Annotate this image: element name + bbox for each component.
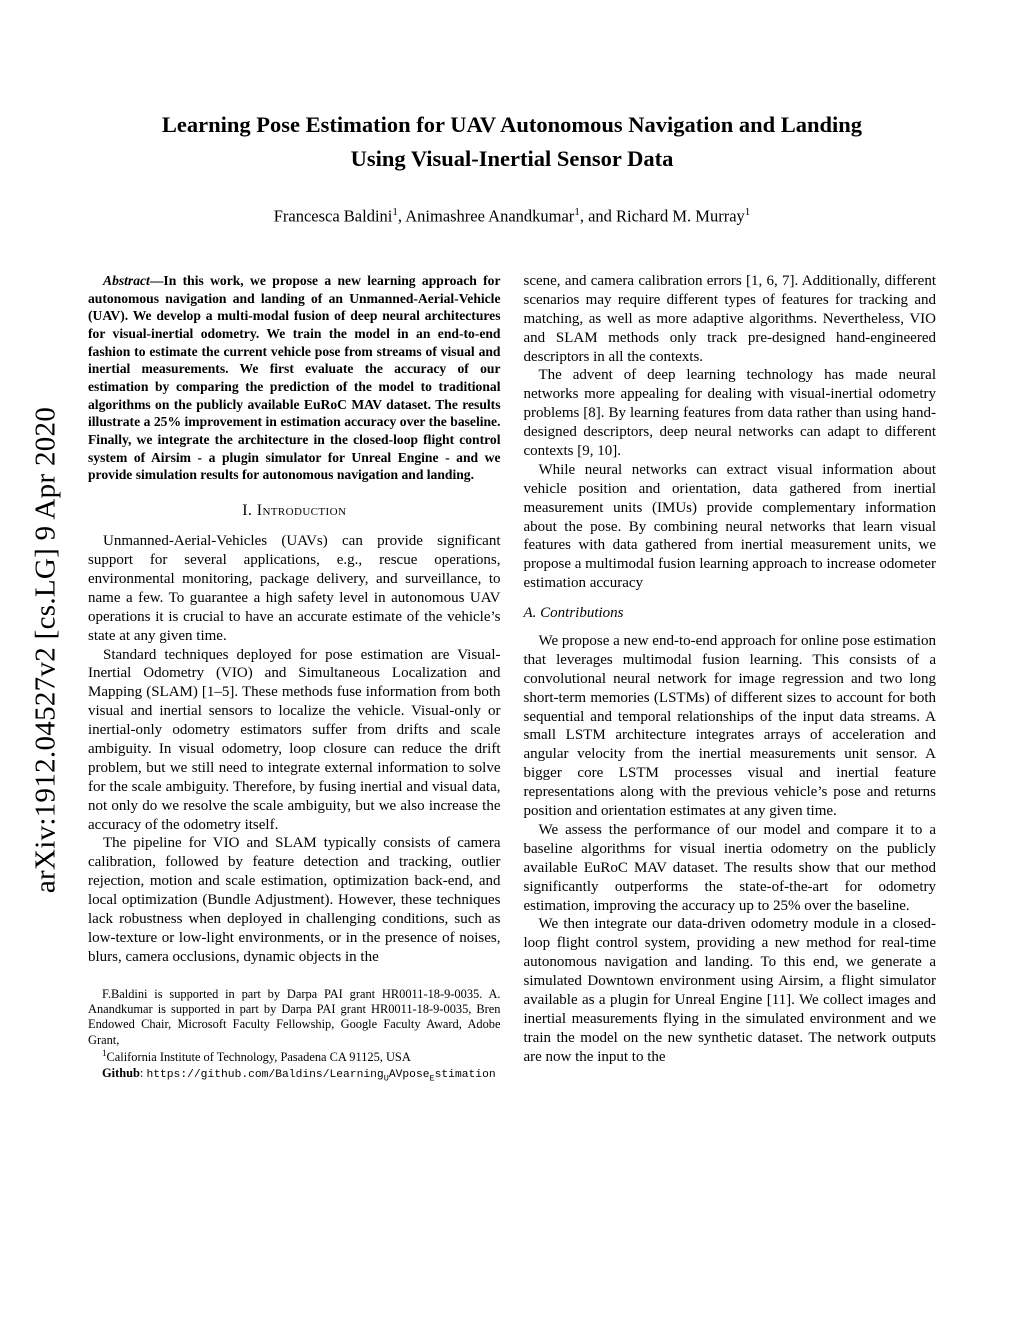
github-label: Github xyxy=(102,1065,140,1080)
abstract-text: —In this work, we propose a new learning approach for autonomous navigation and landing of an Unmanned-Aerial-Vehicle (UAV). We develop a multi-modal fusion of deep neural architectures for visual-inertial odometry. We train the model in an end-to-end fashion to estimate the current vehicle pose from streams of visual and inertial measurements. We first evaluate the accuracy of our estimation by comparing the prediction of the model to traditional algorithms on the publicly available EuRoC MAV dataset. The results illustrate a 25% improvement in estimation accuracy over the baseline. Finally, we integrate the architecture in the closed-loop flight control system of Airsim - a plugin simulator for Unreal Engine - and we provide simulation results for autonomous navigation and landing. xyxy=(88,273,501,483)
footnote-affiliation-text: California Institute of Technology, Pasadena CA 91125, USA xyxy=(106,1050,411,1065)
footnote-affiliation-mark: 1 xyxy=(102,1048,107,1059)
author-1: Francesca Baldini xyxy=(273,206,393,225)
footnote-support: F.Baldini is supported in part by Darpa PAI grant HR0011-18-9-0035. A. Anandkumar is supported in part by Darpa PAI grant HR0011-18-9-0035, Bren Endowed Chair, Microsoft Faculty Fellowship, Google Faculty Award, Adobe Grant, xyxy=(88,986,501,1047)
intro-paragraph-4: The advent of deep learning technology has made neural networks more appealing for dealing with visual-inertial odometry problems [8]. By learning features from data rather than using hand-designed descriptors, deep neural networks can adapt to different contexts [9, 10]. xyxy=(523,367,936,460)
intro-paragraph-3: The pipeline for VIO and SLAM typically consists of camera calibration, followed by feature detection and tracking, outlier rejection, motion and scale estimation, optimization back-end, and local optimization (Bundle Adjustment). However, these techniques lack robustness when deployed in challenging conditions, such as low-texture or low-light environments, or in the presence of noises, blurs, camera occlusions, dynamic objects in the xyxy=(88,835,501,965)
two-column-layout xyxy=(88,272,936,1083)
section-heading-introduction: I. Introduction xyxy=(242,502,347,520)
intro-paragraph-2: Standard techniques deployed for pose estimation are Visual-Inertial Odometry (VIO) and Simultaneous Localization and Mapping (SLAM) [1–5]. These methods fuse information from both visual and inertial sensors to localize the vehicle. Visual-only or inertial-only odometry estimators suffer from drifts and scale ambiguity. In visual odometry, loop closure can reduce the drift problem, but we still need to integrate external information to solve for the scale ambiguity. Therefore, by fusing inertial and visual data, not only do we resolve the scale ambiguity, but we also increase the accuracy of the odometry itself. xyxy=(88,646,501,833)
author-2: , Animashree Anandkumar xyxy=(397,206,575,225)
subsection-heading-contributions: A. Contributions xyxy=(523,605,624,622)
github-url-part: AVpose xyxy=(388,1068,430,1081)
author-2-affiliation-mark: 1 xyxy=(574,205,580,218)
author-1-affiliation-mark: 1 xyxy=(392,205,398,218)
author-3: , and Richard M. Murray xyxy=(579,206,745,225)
github-url-part: https://github.com/Baldins/Learning xyxy=(146,1068,384,1081)
abstract xyxy=(88,272,501,484)
github-url-sub: E xyxy=(429,1072,435,1083)
footnote-affiliation xyxy=(88,1048,501,1066)
paper-title: Learning Pose Estimation for UAV Autonomous Navigation and Landing Using Visual-Inertial Sensor Data xyxy=(161,112,863,171)
contributions-paragraph-1: We propose a new end-to-end approach for online pose estimation that leverages multimodal fusion learning. This consists of a convolutional neural network for image regression and two long short-term memories (LSTMs) of different sizes to account for both sequential and temporal relationships of the input data streams. A small LSTM architecture integrates arrays of acceleration and angular velocity from the inertial measurements unit sensor. A bigger core LSTM processes visual and inertial feature representations along with the previous vehicle’s pose and returns position and orientation estimates at any given time. xyxy=(523,633,936,820)
intro-paragraph-3-continued: scene, and camera calibration errors [1, 6, 7]. Additionally, different scenarios may require different types of features for tracking and matching, as well as more adaptive algorithms. Nevertheless, VIO and SLAM methods only track pre-designed hand-engineered descriptors in all the contexts. xyxy=(523,273,936,365)
paper-content xyxy=(88,108,936,1083)
github-separator: : xyxy=(139,1065,147,1080)
github-url-part: stimation xyxy=(434,1068,496,1081)
contributions-paragraph-3: We then integrate our data-driven odometry module in a closed-loop flight control system, providing a new method for real-time autonomous navigation and landing. To this end, we generate a simulated Downtown environment using Airsim, a flight simulator available as a plugin for Unreal Engine [11]. We collect images and inertial measurements flying in the simulated environment and we train the model on the new synthetic dataset. The network outputs are now the input to the xyxy=(523,916,936,1065)
authors-line xyxy=(88,206,936,227)
footnote-github xyxy=(88,1066,501,1084)
arxiv-watermark: arXiv:1912.04527v2 [cs.LG] 9 Apr 2020 xyxy=(29,406,62,894)
intro-paragraph-5: While neural networks can extract visual information about vehicle position and orientation, data gathered from inertial measurement units (IMUs) provide complementary information about the pose. By combining neural networks that learn visual features with data gathered from inertial measurement units, we propose a multimodal fusion learning approach to increase odometer estimation accuracy xyxy=(523,461,936,592)
github-url-sub: U xyxy=(383,1072,389,1083)
right-column xyxy=(524,272,937,1083)
intro-paragraph-1: Unmanned-Aerial-Vehicles (UAVs) can provide significant support for several applications, e.g., rescue operations, environmental monitoring, package delivery, and surveillance, to name a few. To guarantee a high safety level in autonomous UAV operations it is crucial to have an accurate estimate of the vehicle’s state at any given time. xyxy=(88,533,501,644)
author-3-affiliation-mark: 1 xyxy=(744,205,751,218)
footnote xyxy=(88,987,501,1084)
github-url xyxy=(146,1069,495,1081)
abstract-label: Abstract xyxy=(103,273,150,288)
contributions-paragraph-2: We assess the performance of our model and compare it to a baseline algorithms for visual inertia odometry on the publicly available EuRoC MAV dataset. The results show that our method significantly outperforms the state-of-the-art for odometry estimation, improving the accuracy up to 25% over the baseline. xyxy=(523,821,936,914)
left-column xyxy=(88,272,501,1083)
